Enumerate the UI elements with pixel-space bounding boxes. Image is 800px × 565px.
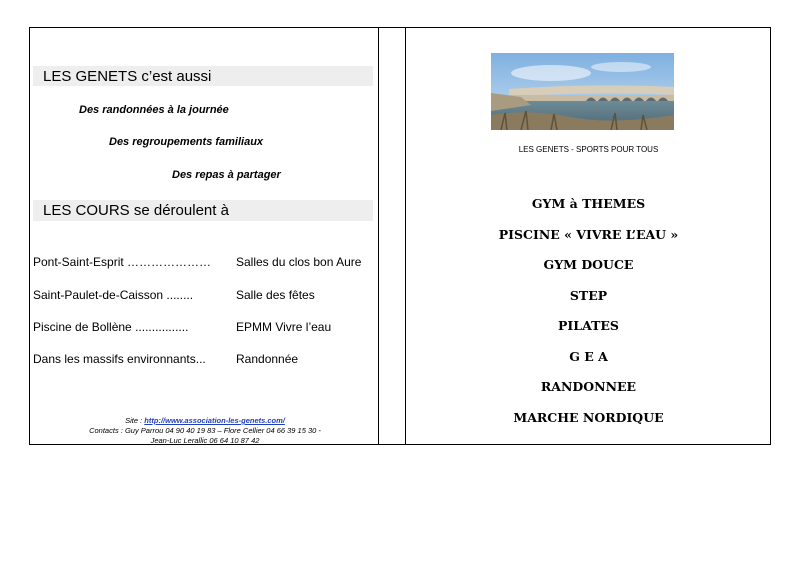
sport-item: GYM à THEMES <box>531 196 646 211</box>
site-line <box>40 416 370 425</box>
site-label: Site : <box>125 416 145 425</box>
contacts-line-2: Jean-Luc Lerallic 06 64 10 87 42 <box>150 436 260 445</box>
contacts-line-1: Contacts : Guy Parrou 04 90 40 19 83 – Flore Cellier 04 66 39 15 30 - <box>89 426 321 435</box>
subtitle: LES GENETS - SPORTS POUR TOUS <box>518 145 659 154</box>
location-place: Piscine de Bollène ................ <box>33 320 189 334</box>
activity-item: Des repas à partager <box>172 169 281 181</box>
heading-bar-aussi <box>33 66 373 86</box>
sport-item: GYM DOUCE <box>543 257 634 272</box>
heading-cours: LES COURS se déroulent à <box>43 202 229 219</box>
fold-line-left <box>378 27 379 445</box>
sport-item: STEP <box>569 288 608 303</box>
location-venue: Randonnée <box>236 352 299 366</box>
heading-aussi: LES GENETS c’est aussi <box>43 68 212 85</box>
location-venue: EPMM Vivre l’eau <box>236 320 332 334</box>
location-place: Pont-Saint-Esprit ………………… <box>33 255 212 269</box>
sport-item: G E A <box>569 349 608 364</box>
location-place: Saint-Paulet-de-Caisson ........ <box>33 288 194 302</box>
heading-bar-cours <box>33 200 373 221</box>
location-venue: Salles du clos bon Aure <box>236 255 362 269</box>
sport-item: PISCINE « VIVRE L’EAU » <box>498 227 679 242</box>
activity-item: Des randonnées à la journée <box>79 104 229 116</box>
sport-item: RANDONNEE <box>540 379 637 394</box>
sport-item: PILATES <box>558 318 619 333</box>
location-place: Dans les massifs environnants... <box>33 352 206 366</box>
activity-item: Des regroupements familiaux <box>109 136 264 148</box>
bridge-photo <box>491 53 674 130</box>
site-link[interactable]: http://www.association-les-genets.com/ <box>144 416 285 425</box>
sport-item: MARCHE NORDIQUE <box>513 410 664 425</box>
location-venue: Salle des fêtes <box>236 288 315 302</box>
